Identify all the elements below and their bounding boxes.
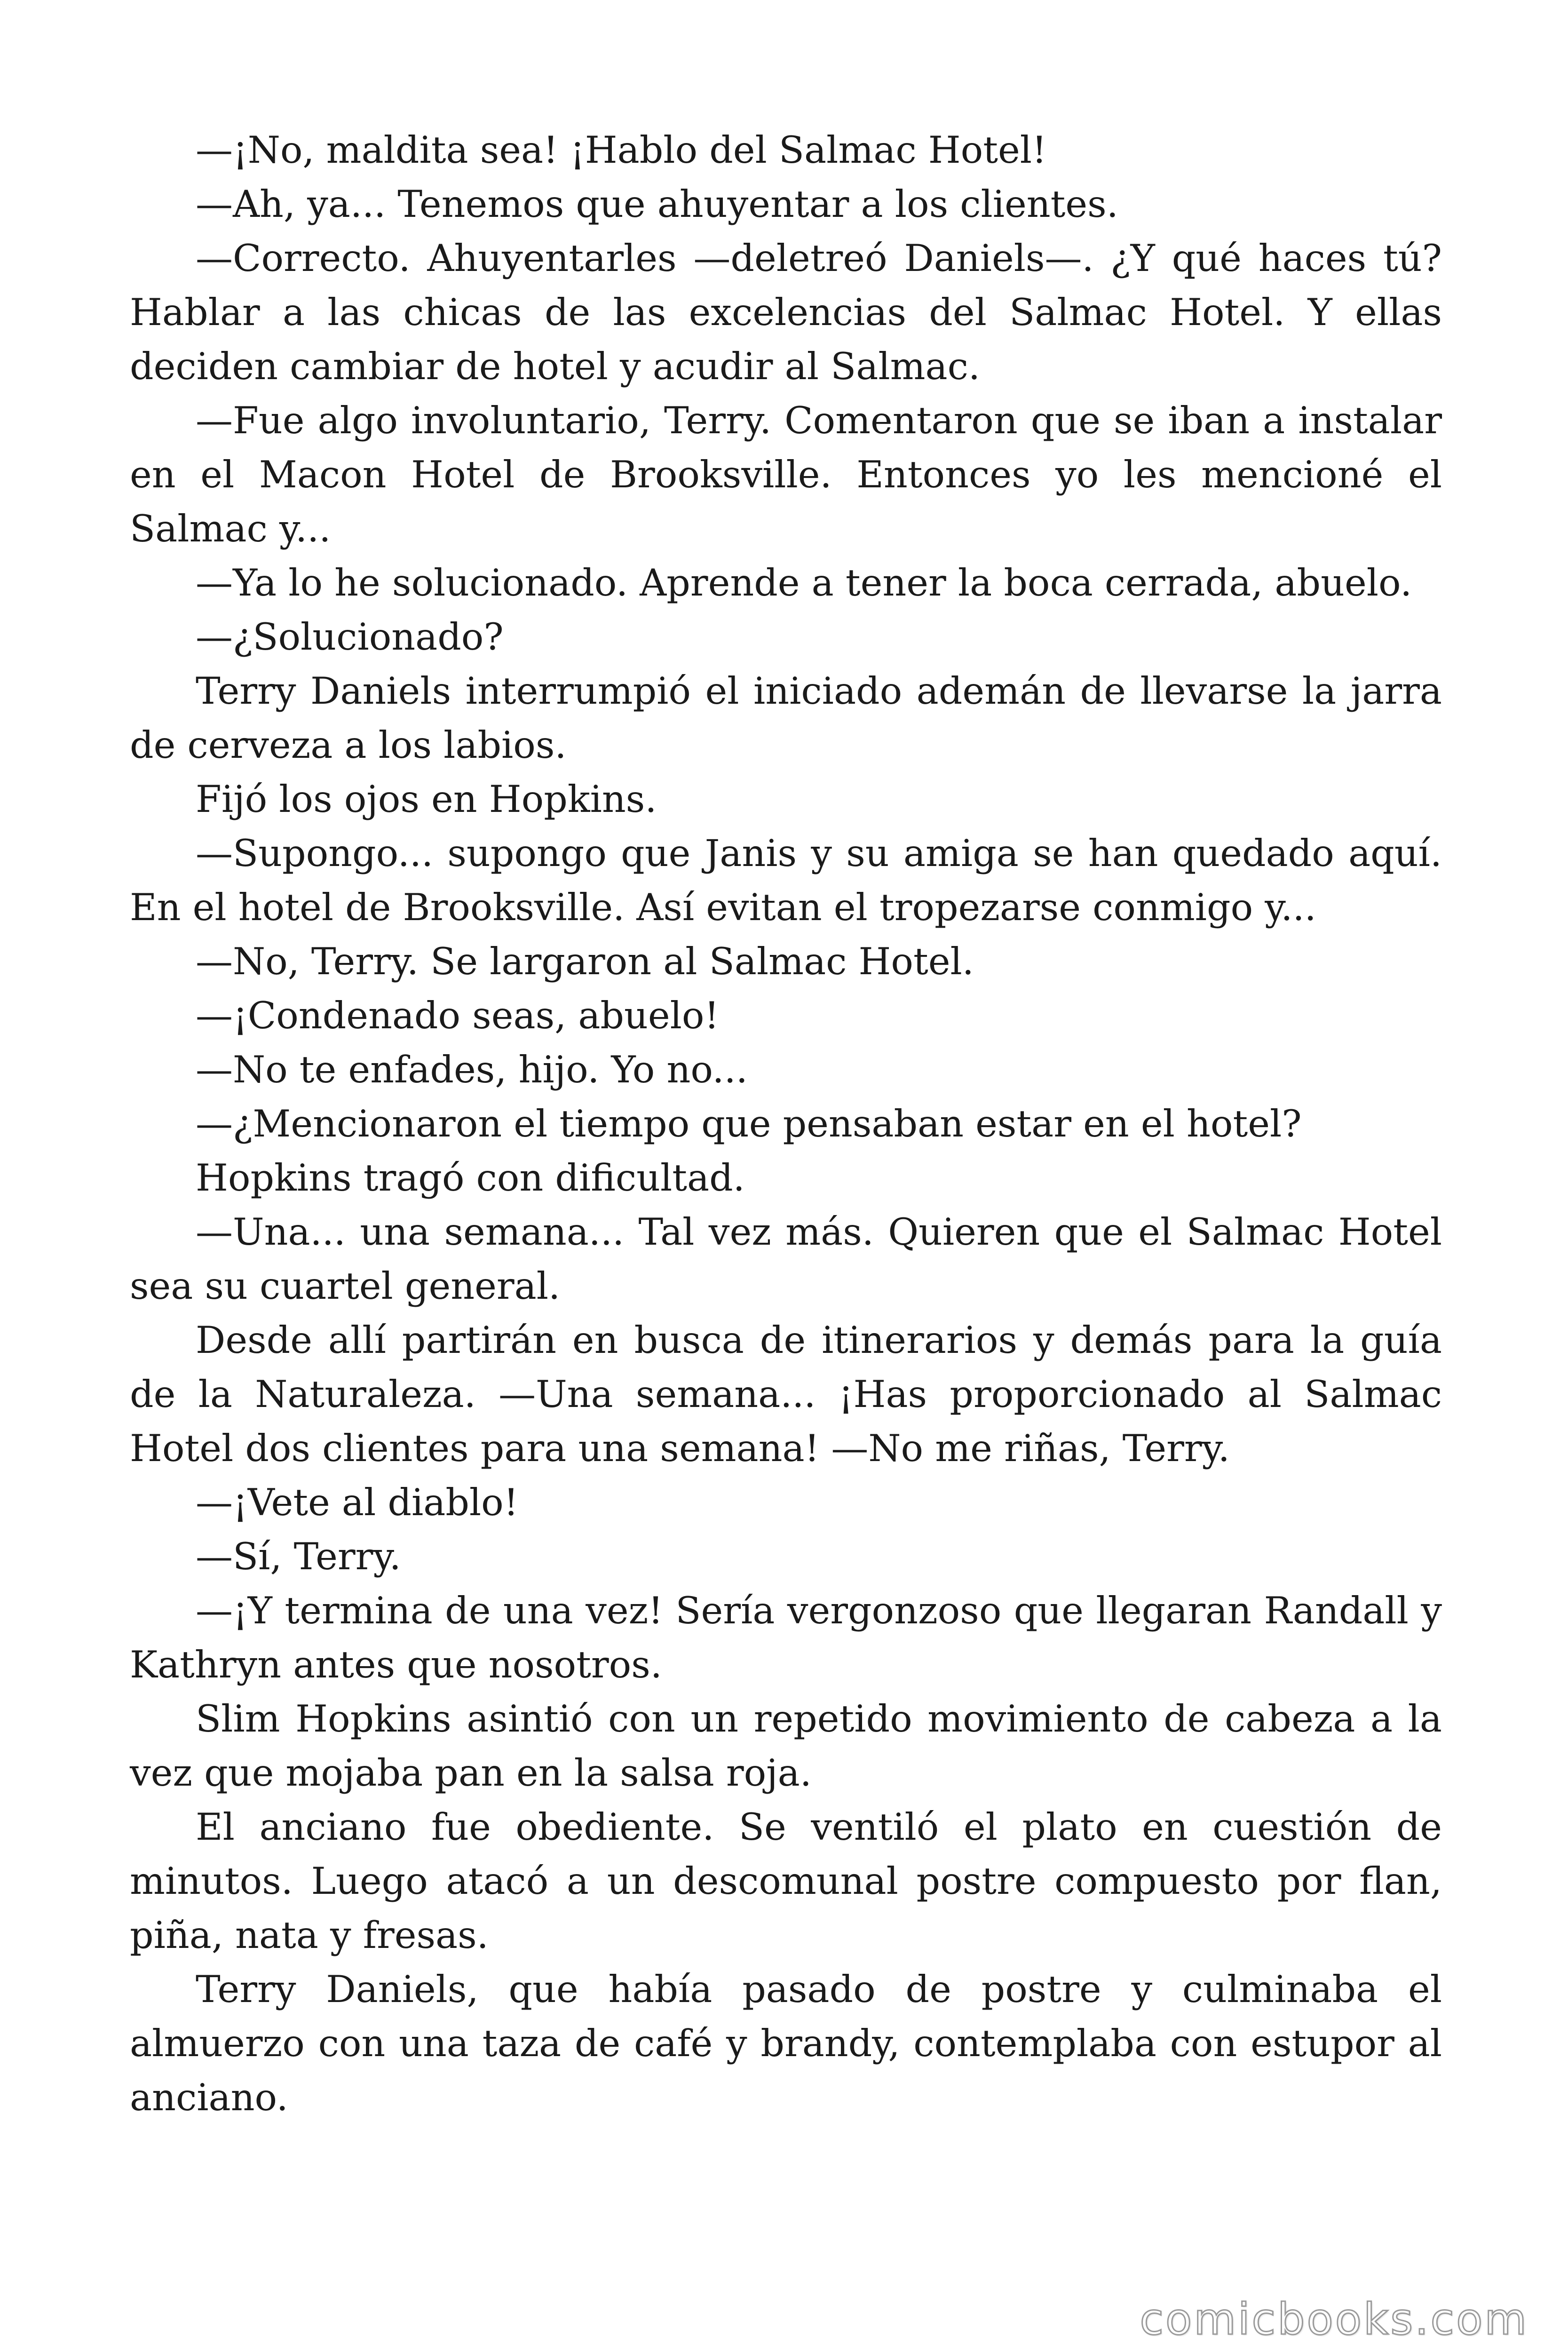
paragraph: —Ya lo he solucionado. Aprende a tener la boca cerrada, abuelo. bbox=[196, 561, 1412, 604]
paragraph: —¡Y termina de una vez! Sería vergonzoso que llegaran Randall y Kathryn antes que nosotros. bbox=[130, 1589, 1442, 1686]
paragraph: —¿Mencionaron el tiempo que pensaban estar en el hotel? bbox=[196, 1102, 1302, 1145]
paragraph: —Supongo... supongo que Janis y su amiga se han quedado aquí. En el hotel de Brooksville. Así evitan el tropezarse conmigo y... bbox=[130, 832, 1442, 929]
paragraph: —Sí, Terry. bbox=[196, 1535, 401, 1578]
watermark: comicbooks.com bbox=[1140, 2294, 1528, 2344]
paragraph: —No, Terry. Se largaron al Salmac Hotel. bbox=[196, 940, 974, 983]
paragraph: —Correcto. Ahuyentarles —deletreó Daniels—. ¿Y qué haces tú? Hablar a las chicas de las excelencias del Salmac Hotel. Y ellas deciden cambiar de hotel y acudir al Salmac. bbox=[130, 237, 1442, 388]
paragraph: —¿Solucionado? bbox=[196, 615, 504, 659]
paragraph: Terry Daniels interrumpió el iniciado ademán de llevarse la jarra de cerveza a los labios. bbox=[130, 669, 1442, 767]
paragraph: —Una... una semana... Tal vez más. Quieren que el Salmac Hotel sea su cuartel general. bbox=[130, 1210, 1442, 1308]
paragraph: Fijó los ojos en Hopkins. bbox=[196, 778, 657, 821]
paragraph: Hopkins tragó con dificultad. bbox=[196, 1156, 745, 1200]
page-body bbox=[130, 123, 1442, 2125]
paragraph: —Fue algo involuntario, Terry. Comentaron que se iban a instalar en el Macon Hotel de Brooksville. Entonces yo les mencioné el Salmac y... bbox=[130, 399, 1442, 550]
paragraph: El anciano fue obediente. Se ventiló el plato en cuestión de minutos. Luego atacó a un descomunal postre compuesto por flan, piña, nata y fresas. bbox=[130, 1805, 1442, 1957]
paragraph: —¡Condenado seas, abuelo! bbox=[196, 994, 720, 1037]
paragraph: —Ah, ya... Tenemos que ahuyentar a los clientes. bbox=[196, 183, 1118, 226]
paragraph: Desde allí partirán en busca de itinerarios y demás para la guía de la Naturaleza. —Una semana... ¡Has proporcionado al Salmac Hotel dos clientes para una semana! —No me riñas, Terry. bbox=[130, 1319, 1442, 1470]
paragraph: Terry Daniels, que había pasado de postre y culminaba el almuerzo con una taza de café y brandy, contemplaba con estupor al anciano. bbox=[130, 1968, 1442, 2119]
paragraph: Slim Hopkins asintió con un repetido movimiento de cabeza a la vez que mojaba pan en la salsa roja. bbox=[130, 1697, 1442, 1795]
paragraph: —No te enfades, hijo. Yo no... bbox=[196, 1048, 748, 1091]
paragraph: —¡Vete al diablo! bbox=[196, 1481, 519, 1524]
paragraph: —¡No, maldita sea! ¡Hablo del Salmac Hotel! bbox=[196, 128, 1047, 172]
